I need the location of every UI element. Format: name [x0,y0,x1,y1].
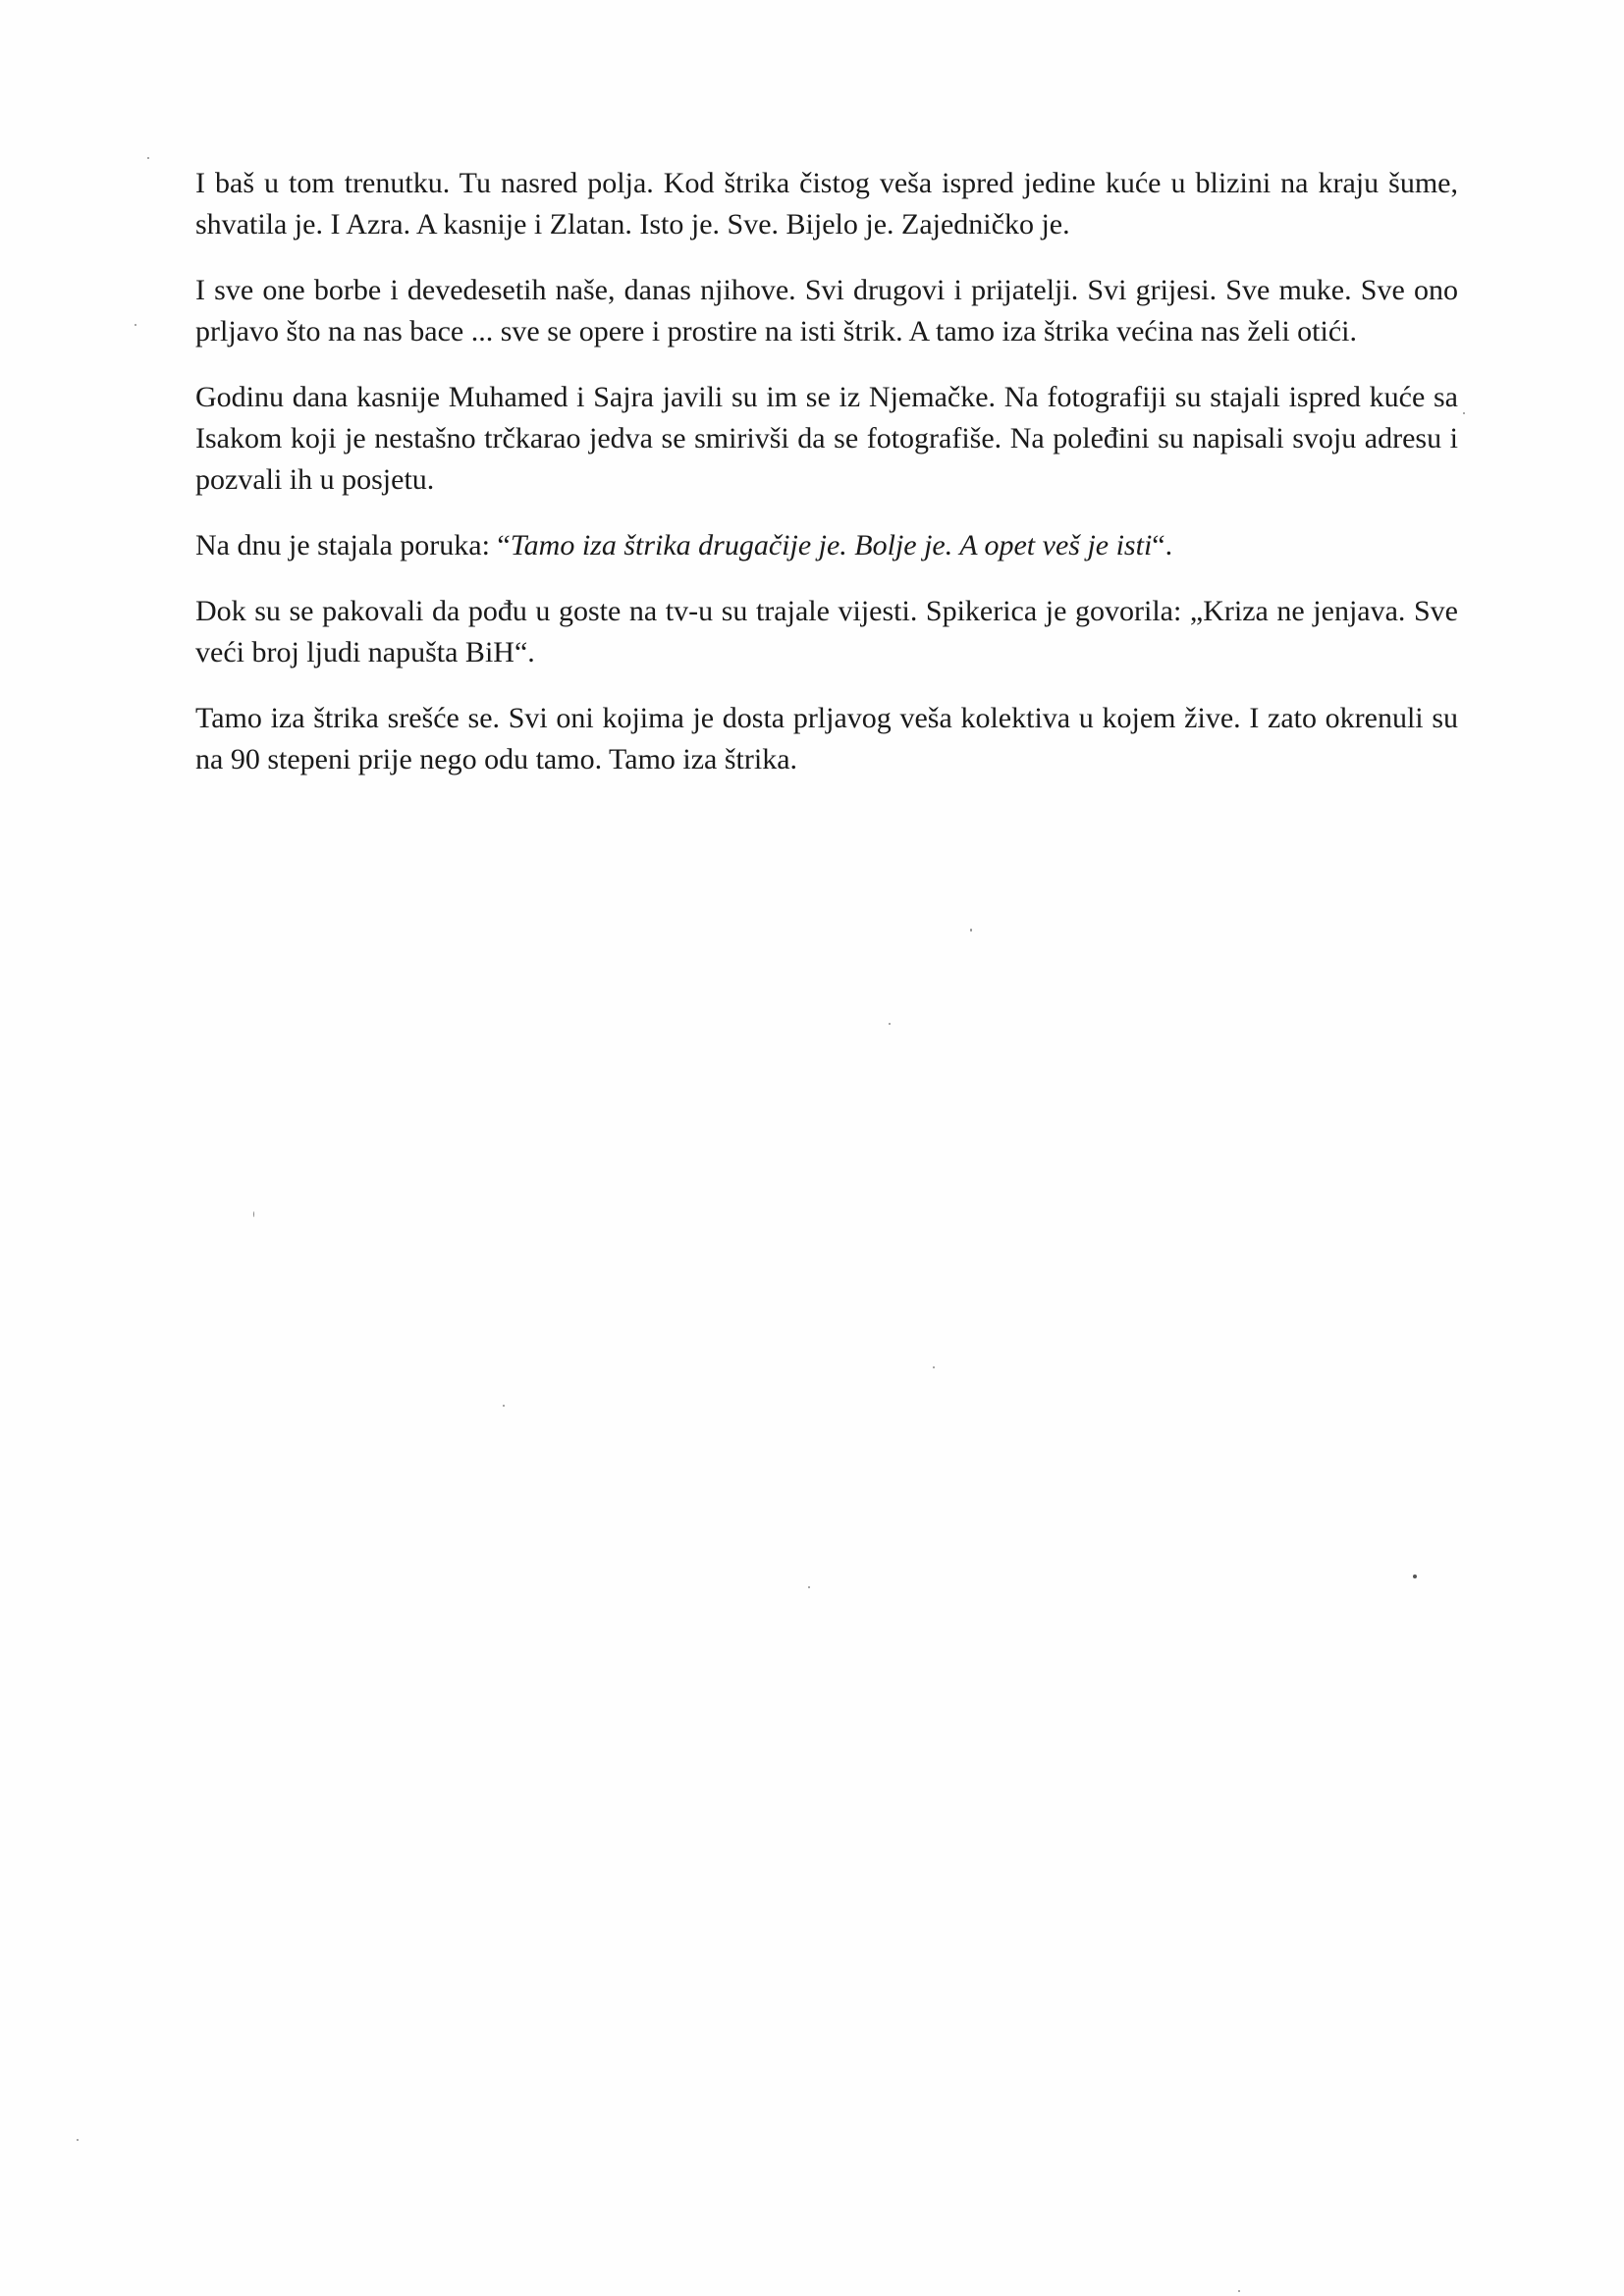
paragraph-4-quote: Tamo iza štrika drugačije je. Bolje je. A opet veš je isti [510,529,1153,561]
scan-speck [147,157,149,159]
scan-speck [253,1211,254,1217]
scan-speck [808,1586,810,1588]
scan-speck [77,2139,79,2141]
scan-speck [135,324,136,326]
paragraph-4-suffix: “. [1152,529,1173,561]
paragraph-5: Dok su se pakovali da pođu u goste na tv-u su trajale vijesti. Spikerica je govorila: „Kriza ne jenjava. Sve veći broj ljudi napušta BiH“. [195,595,1458,668]
paragraph-3: Godinu dana kasnije Muhamed i Sajra javili su im se iz Njemačke. Na fotografiji su stajali ispred kuće sa Isakom koji je nestašno trčkarao jedva se smirivši da se fotografiše. Na poleđini su napisali svoju adresu i pozvali ih u posjetu. [195,381,1458,496]
paragraph-4 [195,525,1458,566]
scan-speck [1413,1575,1417,1578]
document-body [195,163,1458,805]
scan-speck [1463,412,1465,414]
scan-speck [1238,2290,1240,2292]
scan-speck [503,1405,505,1407]
scan-speck [933,1366,935,1368]
paragraph-6: Tamo iza štrika srešće se. Svi oni kojima je dosta prljavog veša kolektiva u kojem žive. I zato okrenuli su na 90 stepeni prije nego odu tamo. Tamo iza štrika. [195,702,1458,775]
paragraph-4-prefix: Na dnu je stajala poruka: “ [195,529,511,561]
scan-speck [970,929,972,932]
scan-speck [889,1023,891,1025]
paragraph-1: I baš u tom trenutku. Tu nasred polja. Kod štrika čistog veša ispred jedine kuće u blizini na kraju šume, shvatila je. I Azra. A kasnije i Zlatan. Isto je. Sve. Bijelo je. Zajedničko je. [195,167,1458,240]
paragraph-2: I sve one borbe i devedesetih naše, danas njihove. Svi drugovi i prijatelji. Svi grijesi. Sve muke. Sve ono prljavo što na nas bace ... sve se opere i prostire na isti štrik. A tamo iza štrika većina nas želi otići. [195,274,1458,347]
